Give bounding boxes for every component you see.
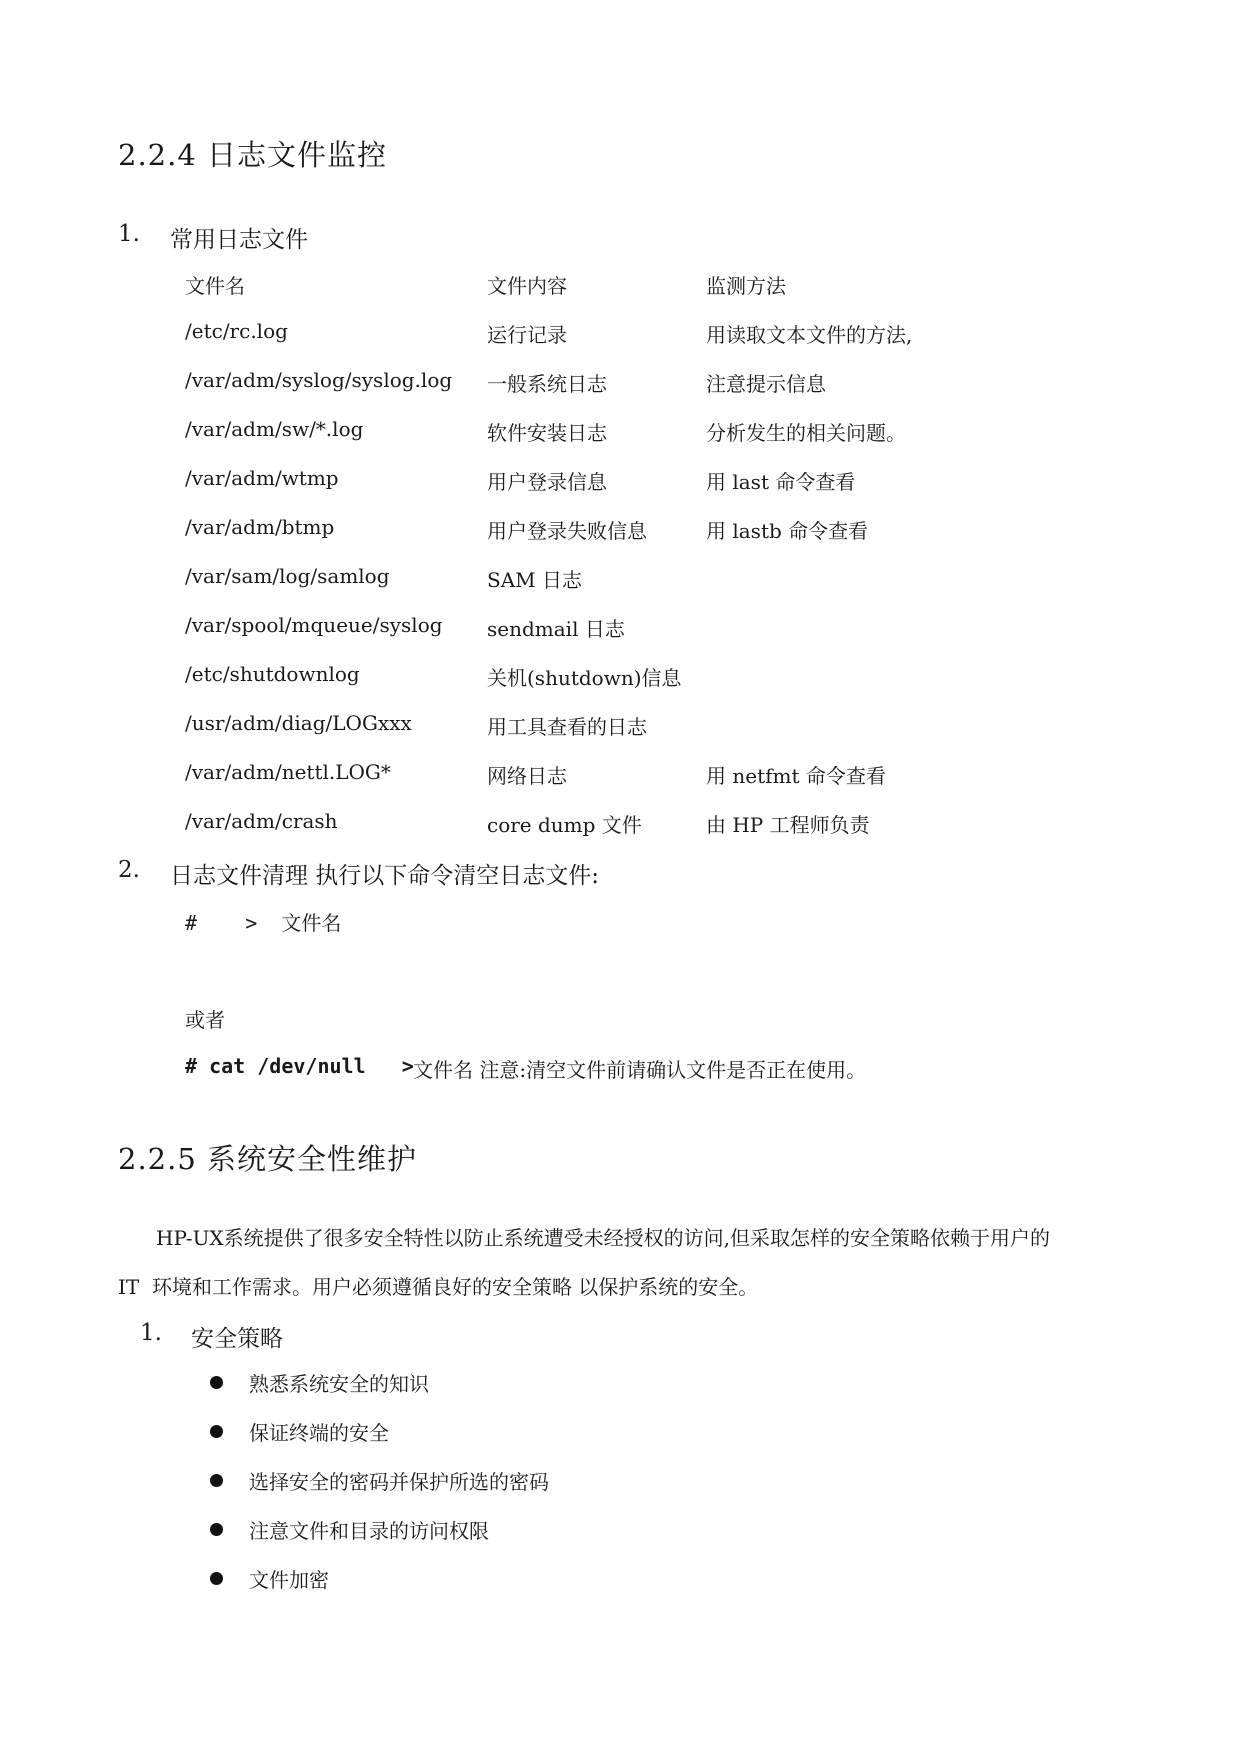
table-cell-method: 由 HP 工程师负责 [706, 813, 870, 837]
bullet-item: 保证终端的安全 [249, 1421, 389, 1445]
or-label: 或者 [185, 1008, 225, 1032]
table-cell-filename: /var/adm/wtmp [185, 466, 339, 490]
list-item-title: 常用日志文件 [170, 227, 308, 253]
table-cell-method: 用 last 命令查看 [706, 470, 856, 494]
list-item-title: 安全策略 [191, 1326, 283, 1352]
list-number: 2. [118, 857, 140, 883]
table-cell-content: core dump 文件 [487, 813, 642, 837]
table-cell-filename: /etc/rc.log [185, 319, 288, 343]
table-cell-method: 用 netfmt 命令查看 [706, 764, 886, 788]
list-number: 1. [118, 221, 140, 247]
table-cell-filename: /var/adm/syslog/syslog.log [185, 368, 453, 392]
table-cell-filename: /var/spool/mqueue/syslog [185, 613, 443, 637]
table-cell-filename: /usr/adm/diag/LOGxxx [185, 711, 412, 735]
bullet-item: 注意文件和目录的访问权限 [249, 1519, 489, 1543]
table-cell-filename: /var/adm/crash [185, 809, 338, 833]
bullet-item: 选择安全的密码并保护所选的密码 [249, 1470, 549, 1494]
table-cell-filename: /var/adm/nettl.LOG* [185, 760, 391, 784]
table-cell-filename: /etc/shutdownlog [185, 662, 360, 686]
paragraph-line: IT 环境和工作需求。用户必须遵循良好的安全策略 以保护系统的安全。 [118, 1275, 759, 1299]
table-cell-content: 网络日志 [487, 764, 567, 788]
bullet-item: 熟悉系统安全的知识 [249, 1372, 429, 1396]
table-cell-content: 用工具查看的日志 [487, 715, 647, 739]
table-header-content: 文件内容 [487, 274, 567, 298]
table-header-filename: 文件名 [185, 274, 245, 298]
bullet-item: 文件加密 [249, 1568, 329, 1592]
table-cell-content: 用户登录失败信息 [487, 519, 647, 543]
table-cell-content: 关机(shutdown)信息 [487, 666, 682, 690]
section-heading-2-2-4: 2.2.4 日志文件监控 [118, 138, 388, 172]
table-cell-method: 分析发生的相关问题。 [706, 421, 906, 445]
table-cell-filename: /var/adm/btmp [185, 515, 335, 539]
section-heading-2-2-5: 2.2.5 系统安全性维护 [118, 1142, 418, 1176]
list-number: 1. [140, 1320, 162, 1346]
bullet-icon [210, 1523, 223, 1536]
command-note: 文件名 注意:清空文件前请确认文件是否正在使用。 [413, 1058, 867, 1082]
bullet-icon [210, 1474, 223, 1487]
table-cell-method: 用读取文本文件的方法, [706, 323, 913, 347]
table-cell-method: 用 lastb 命令查看 [706, 519, 869, 543]
bullet-icon [210, 1425, 223, 1438]
list-item-title: 日志文件清理 执行以下命令清空日志文件: [170, 863, 600, 889]
bullet-icon [210, 1572, 223, 1585]
table-cell-content: SAM 日志 [487, 568, 582, 592]
table-cell-filename: /var/adm/sw/*.log [185, 417, 364, 441]
table-header-method: 监测方法 [706, 274, 786, 298]
command-line: # cat /dev/null > [185, 1054, 414, 1078]
paragraph-line: HP-UX系统提供了很多安全特性以防止系统遭受未经授权的访问,但采取怎样的安全策略依赖于用户的 [156, 1226, 1051, 1250]
table-cell-filename: /var/sam/log/samlog [185, 564, 390, 588]
table-cell-content: 软件安装日志 [487, 421, 607, 445]
command-line: # > 文件名 [185, 911, 342, 935]
table-cell-method: 注意提示信息 [706, 372, 826, 396]
table-cell-content: 用户登录信息 [487, 470, 607, 494]
table-cell-content: 运行记录 [487, 323, 567, 347]
table-cell-content: 一般系统日志 [487, 372, 607, 396]
table-cell-content: sendmail 日志 [487, 617, 625, 641]
bullet-icon [210, 1376, 223, 1389]
